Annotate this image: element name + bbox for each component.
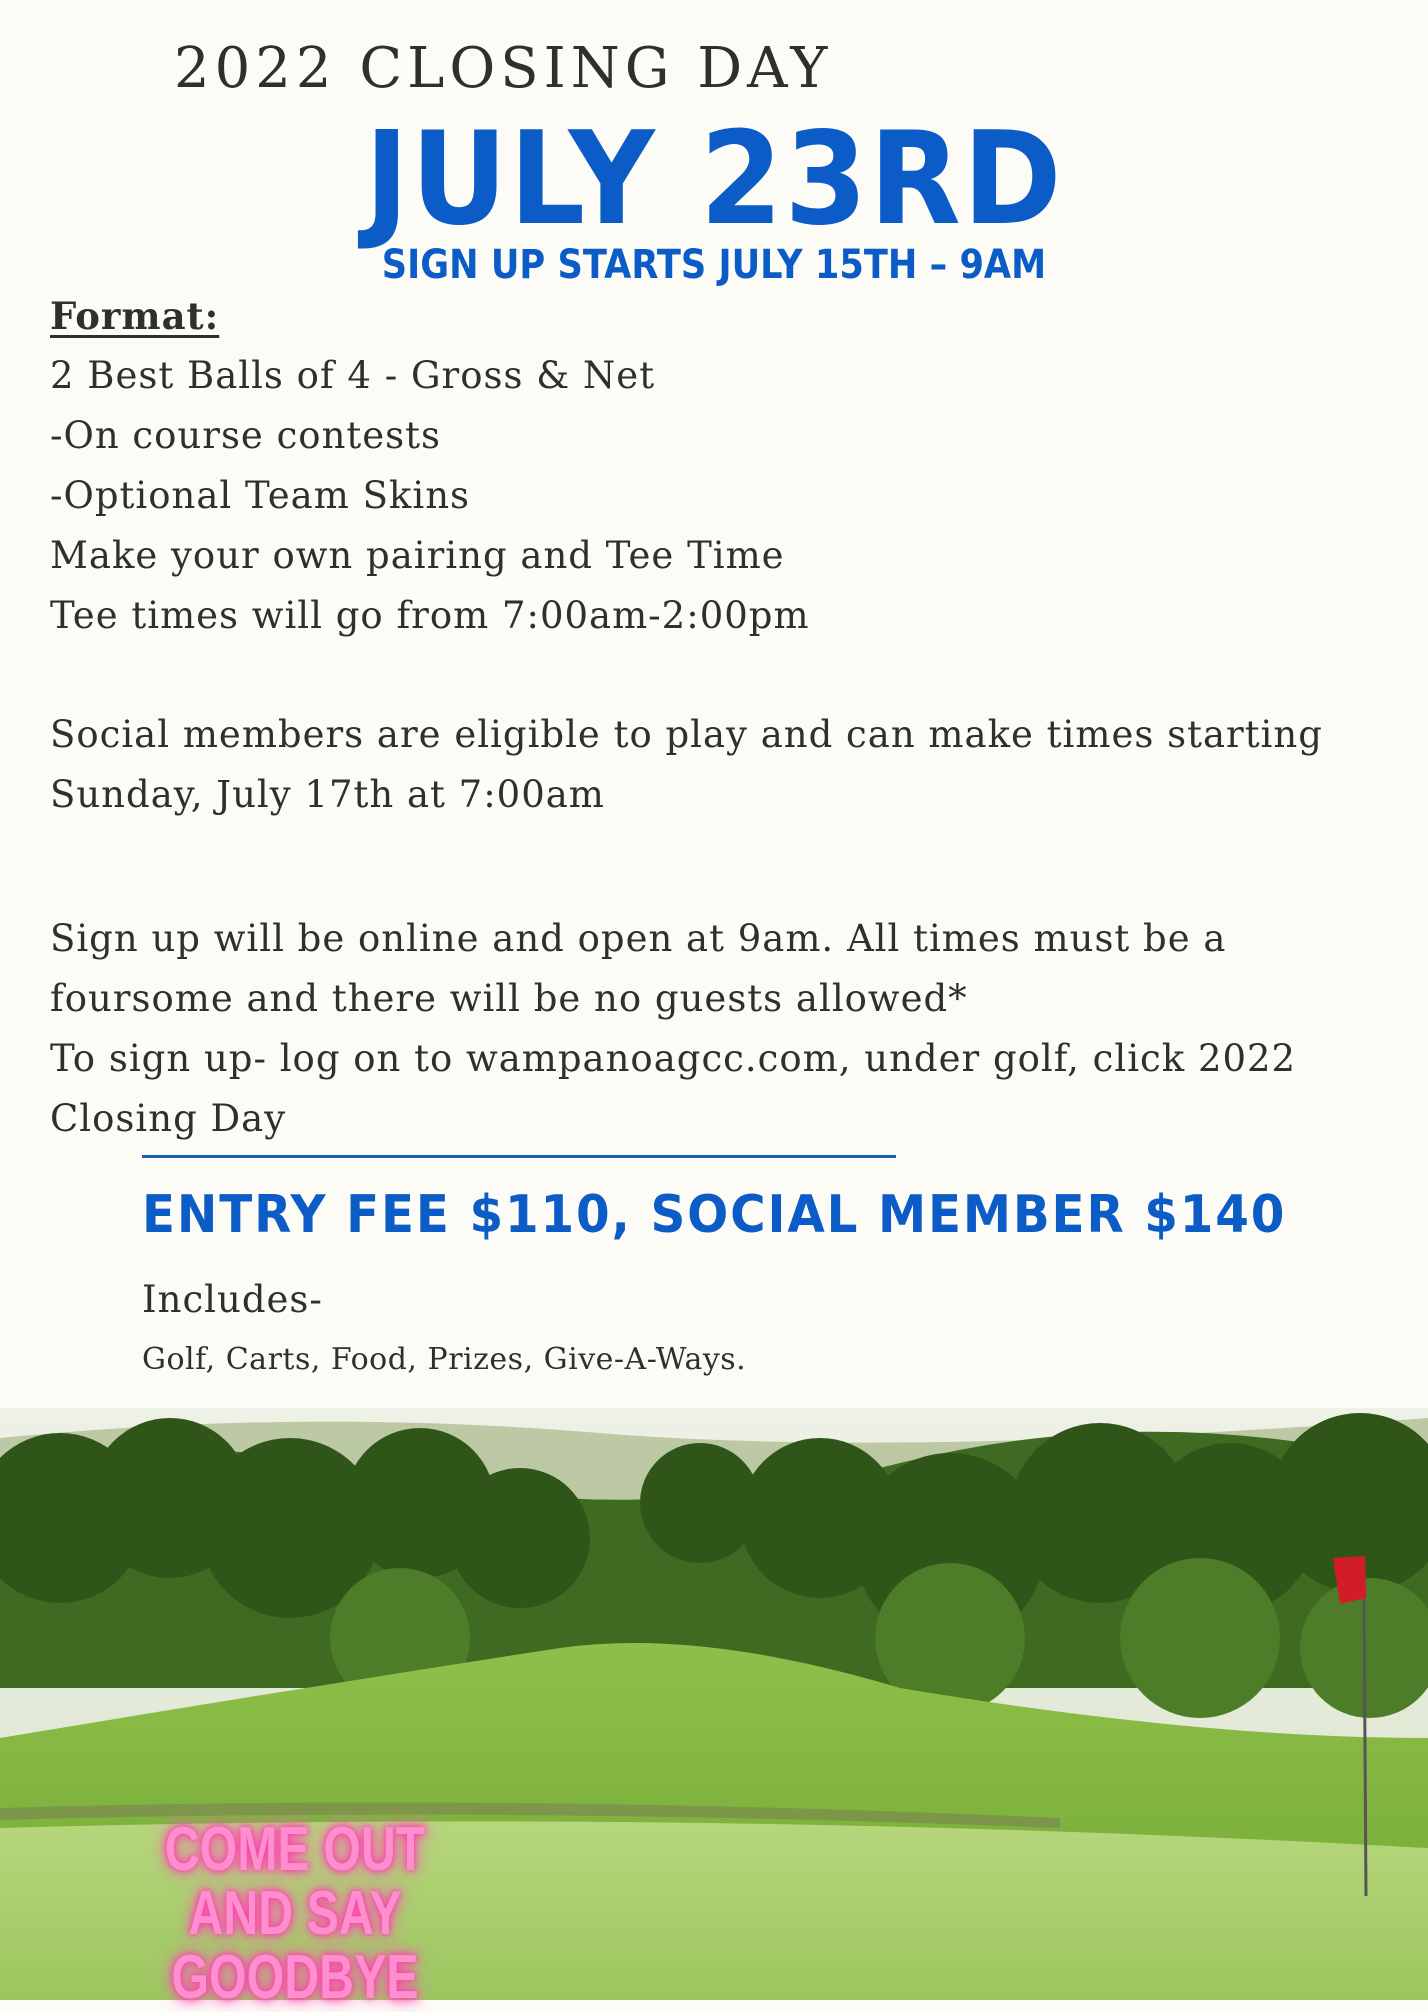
entry-fee: ENTRY FEE $110, SOCIAL MEMBER $140 xyxy=(142,1185,1287,1245)
format-line: 2 Best Balls of 4 - Gross & Net xyxy=(50,354,656,397)
event-kicker: 2022 CLOSING DAY xyxy=(174,36,833,101)
social-members-paragraph xyxy=(50,705,1370,825)
goodbye-neon-sign xyxy=(127,1815,462,2012)
signup-line: Closing Day xyxy=(50,1097,287,1140)
signup-line: To sign up- log on to wampanoagcc.com, under golf, click 2022 xyxy=(50,1037,1297,1080)
social-line: Social members are eligible to play and can make times starting xyxy=(50,713,1323,756)
includes-list: Golf, Carts, Food, Prizes, Give-A-Ways. xyxy=(142,1342,747,1377)
signup-paragraph xyxy=(50,909,1370,1149)
signup-start-banner: SIGN UP STARTS JULY 15TH – 9AM xyxy=(381,242,1047,288)
format-line: -Optional Team Skins xyxy=(50,474,471,517)
format-details xyxy=(50,346,1370,646)
event-date: JULY 23RD xyxy=(364,105,1064,254)
signup-line: foursome and there will be no guests allowed* xyxy=(50,977,968,1020)
includes-label: Includes- xyxy=(142,1278,323,1321)
format-heading: Format: xyxy=(50,294,220,338)
goodbye-line-2: GOODBYE xyxy=(171,1943,419,2012)
signup-line: Sign up will be online and open at 9am. All times must be a xyxy=(50,917,1227,960)
social-line: Sunday, July 17th at 7:00am xyxy=(50,773,605,816)
format-line: -On course contests xyxy=(50,414,442,457)
format-line: Make your own pairing and Tee Time xyxy=(50,534,785,577)
section-divider xyxy=(142,1155,896,1158)
format-line: Tee times will go from 7:00am-2:00pm xyxy=(50,594,810,637)
goodbye-line-1: COME OUT AND SAY xyxy=(164,1815,426,1948)
